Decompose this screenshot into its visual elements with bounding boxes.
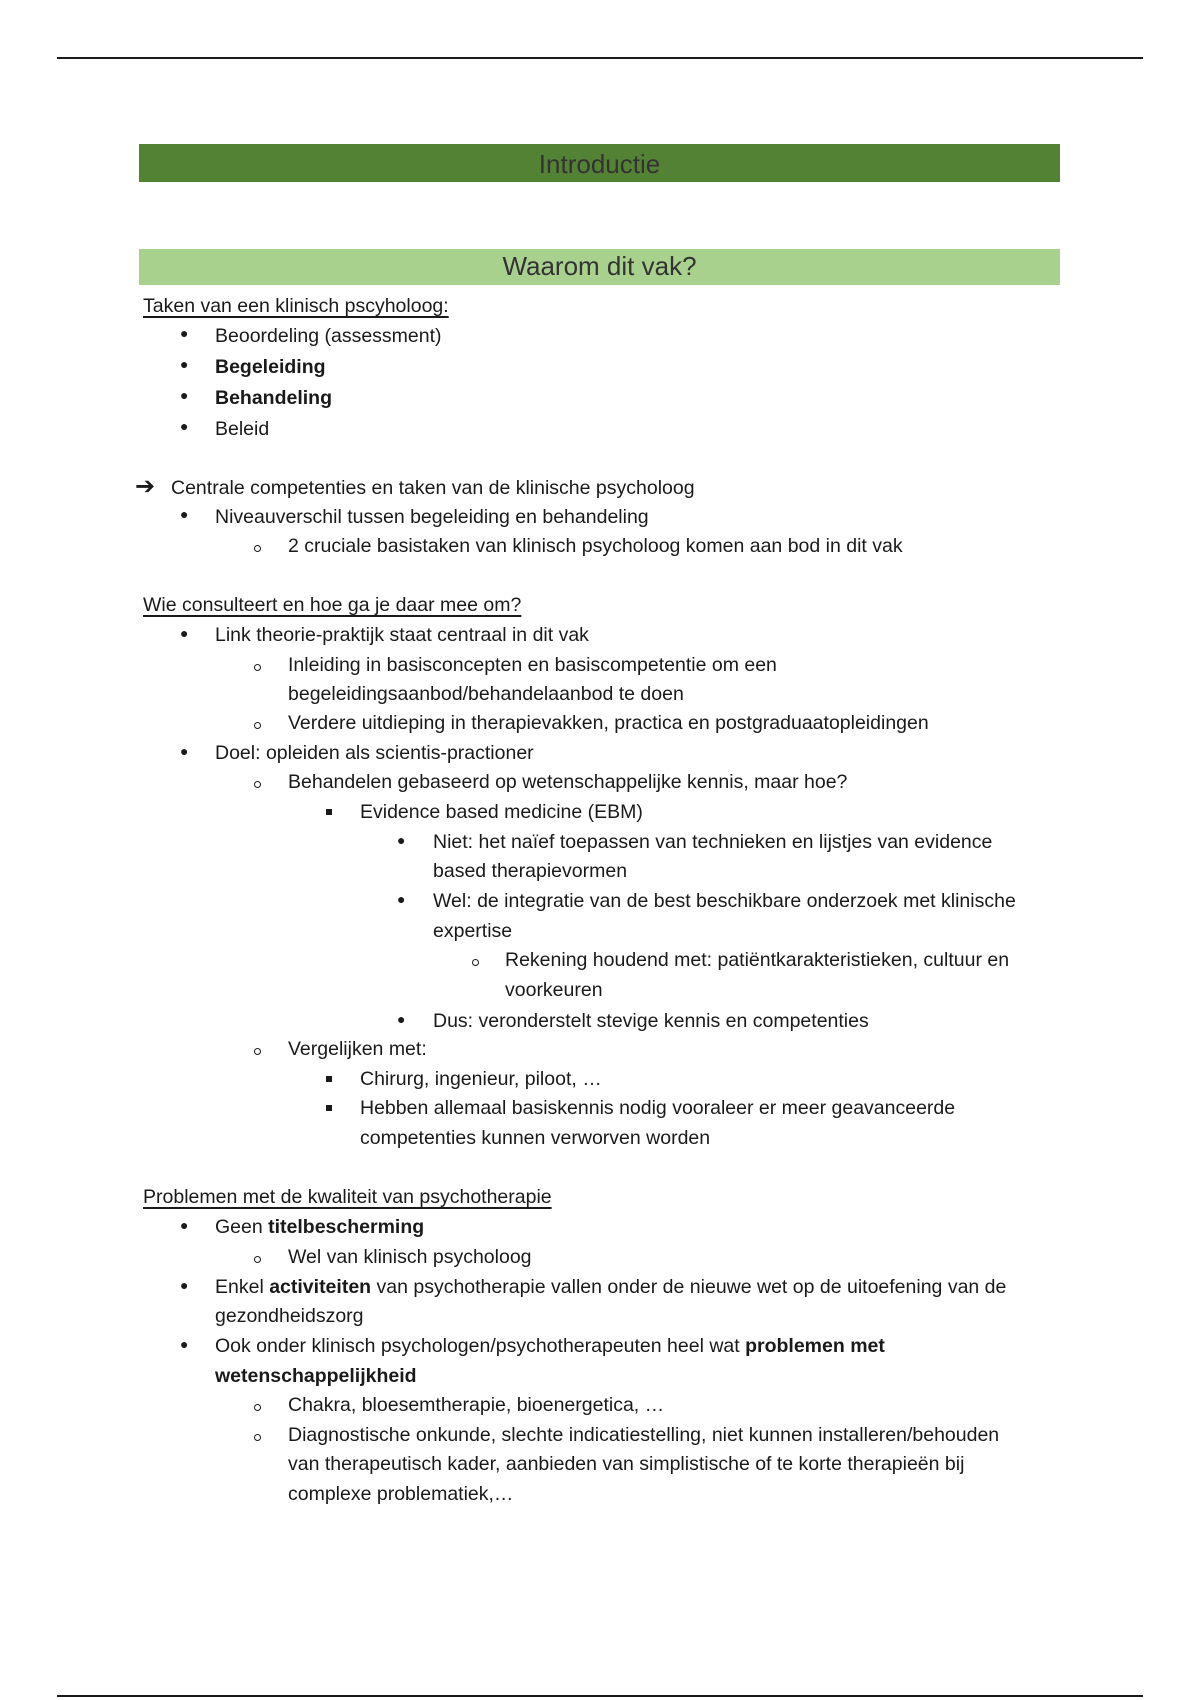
text-part: Ook onder klinisch psychologen/psychotherapeuten heel wat <box>215 1335 746 1357</box>
list-item: Evidence based medicine (EBM) <box>360 801 643 823</box>
list-item-cont: complexe problematiek,… <box>288 1483 514 1505</box>
square-bullet-icon <box>326 1105 332 1111</box>
list-item: Niveauverschil tussen begeleiding en behandeling <box>215 506 649 528</box>
list-item: Behandeling <box>215 387 333 409</box>
list-item: Link theorie-praktijk staat centraal in dit vak <box>215 624 589 646</box>
text-bold: titelbescherming <box>268 1216 425 1238</box>
bullet-icon: ● <box>180 325 189 341</box>
text-part: Enkel <box>215 1276 270 1298</box>
square-bullet-icon <box>326 1076 332 1082</box>
list-item: Vergelijken met: <box>288 1038 427 1060</box>
text-part: van psychotherapie vallen onder de nieuwe wet op de uitoefening van de <box>371 1276 1007 1298</box>
list-item: Niet: het naïef toepassen van technieken en lijstjes van evidence <box>433 831 993 853</box>
list-item: Rekening houdend met: patiëntkarakteristieken, cultuur en <box>505 949 1010 971</box>
list-item-cont: competenties kunnen verworven worden <box>360 1127 711 1149</box>
bullet-icon: ● <box>180 356 189 372</box>
arrow-text: Centrale competenties en taken van de klinische psycholoog <box>171 477 695 499</box>
problemen-heading: Problemen met de kwaliteit van psychotherapie <box>143 1186 552 1208</box>
bullet-icon: ● <box>180 1277 189 1293</box>
circle-bullet-icon <box>254 722 261 729</box>
bullet-icon: ● <box>397 891 406 907</box>
banner-title: Introductie <box>538 149 661 179</box>
section-title: Waarom dit vak? <box>502 251 697 281</box>
list-item <box>215 1334 885 1358</box>
list-item: Wel: de integratie van de best beschikbare onderzoek met klinische <box>433 890 1016 912</box>
bullet-icon: ● <box>180 1217 189 1233</box>
list-item: Begeleiding <box>215 356 326 378</box>
square-bullet-icon <box>326 809 332 815</box>
circle-bullet-icon <box>254 1256 261 1263</box>
circle-bullet-icon <box>254 1434 261 1441</box>
list-item: Dus: veronderstelt stevige kennis en competenties <box>433 1010 869 1032</box>
list-item: Wel van klinisch psycholoog <box>288 1246 532 1268</box>
list-item-cont: van therapeutisch kader, aanbieden van simplistische of te korte therapieën bij <box>288 1453 965 1475</box>
list-item: Inleiding in basisconcepten en basiscompetentie om een <box>288 654 777 676</box>
bullet-icon: ● <box>397 1011 406 1027</box>
section-header <box>139 249 1060 285</box>
list-item: Chakra, bloesemtherapie, bioenergetica, … <box>288 1394 665 1416</box>
bullet-icon: ● <box>180 625 189 641</box>
list-item-cont: based therapievormen <box>433 860 628 882</box>
list-item: 2 cruciale basistaken van klinisch psycholoog komen aan bod in dit vak <box>288 535 903 557</box>
bullet-icon: ● <box>180 1336 189 1352</box>
text-part: Geen <box>215 1216 269 1238</box>
list-item <box>215 1215 424 1239</box>
bullet-icon: ● <box>397 832 406 848</box>
list-item: Verdere uitdieping in therapievakken, practica en postgraduaatopleidingen <box>288 712 929 734</box>
circle-bullet-icon <box>472 959 479 966</box>
circle-bullet-icon <box>254 545 261 552</box>
top-rule <box>57 57 1143 59</box>
list-item-cont: gezondheidszorg <box>215 1305 364 1327</box>
circle-bullet-icon <box>254 781 261 788</box>
list-item: Chirurg, ingenieur, piloot, … <box>360 1068 602 1090</box>
bullet-icon: ● <box>180 418 189 434</box>
circle-bullet-icon <box>254 1048 261 1055</box>
list-item-cont: wetenschappelijkheid <box>215 1365 417 1387</box>
list-item: Hebben allemaal basiskennis nodig vooraleer er meer geavanceerde <box>360 1097 956 1119</box>
bullet-icon: ● <box>180 506 189 522</box>
list-item: Diagnostische onkunde, slechte indicatiestelling, niet kunnen installeren/behouden <box>288 1424 1000 1446</box>
list-item: Beleid <box>215 418 270 440</box>
list-item: Behandelen gebaseerd op wetenschappelijke kennis, maar hoe? <box>288 771 848 793</box>
bottom-rule <box>57 1695 1143 1697</box>
taken-heading: Taken van een klinisch pscyholoog: <box>143 295 449 317</box>
list-item-cont: expertise <box>433 920 513 942</box>
text-bold: activiteiten <box>269 1276 372 1298</box>
circle-bullet-icon <box>254 1404 261 1411</box>
text-bold: problemen met <box>745 1335 885 1357</box>
consult-heading: Wie consulteert en hoe ga je daar mee om? <box>143 594 522 616</box>
circle-bullet-icon <box>254 664 261 671</box>
bullet-icon: ● <box>180 387 189 403</box>
banner-introductie <box>139 144 1060 182</box>
list-item-cont: voorkeuren <box>505 979 603 1001</box>
list-item: Beoordeling (assessment) <box>215 325 442 347</box>
list-item <box>215 1275 1006 1299</box>
bullet-icon: ● <box>180 743 189 759</box>
arrow-right-icon: ➔ <box>135 473 156 500</box>
list-item: Doel: opleiden als scientis-practioner <box>215 742 534 764</box>
list-item-cont: begeleidingsaanbod/behandelaanbod te doen <box>288 683 684 705</box>
